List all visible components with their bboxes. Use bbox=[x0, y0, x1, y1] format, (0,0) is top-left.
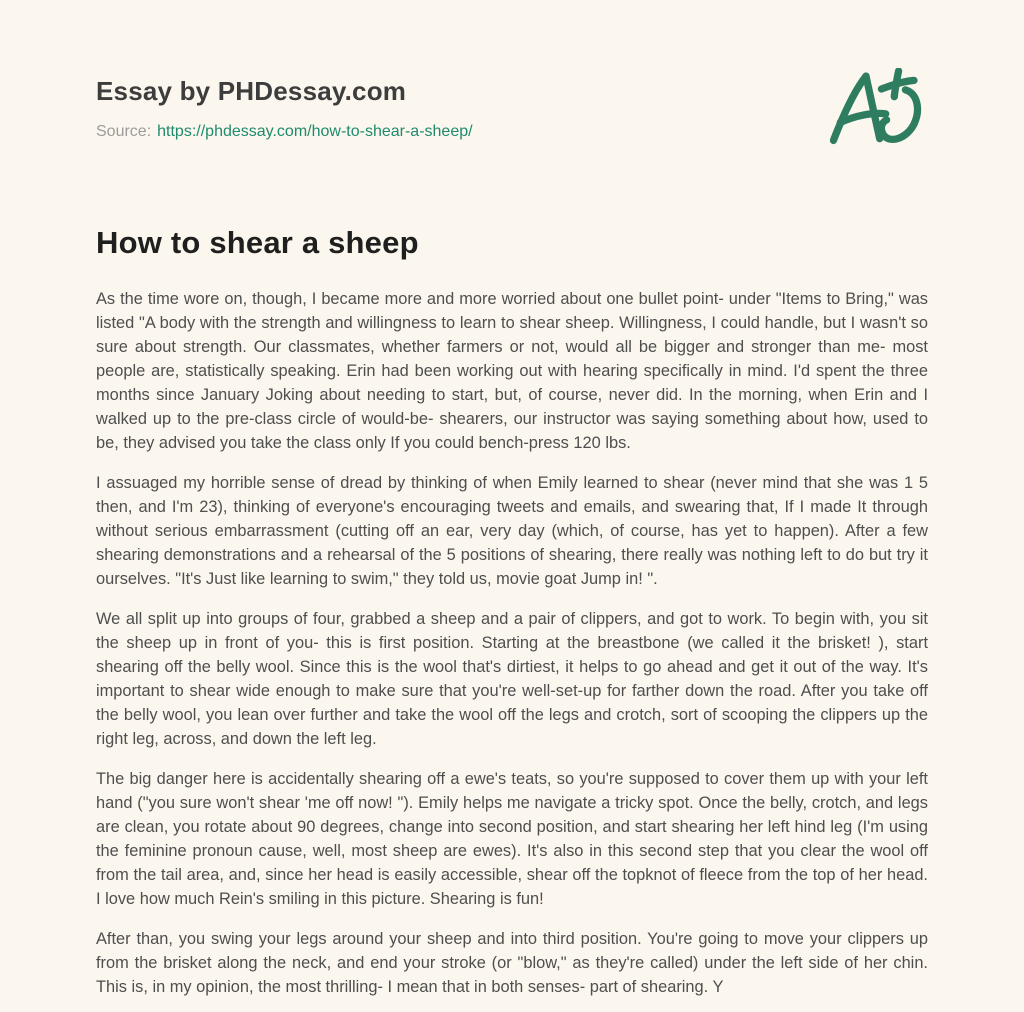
document-header bbox=[96, 72, 928, 163]
essay-body bbox=[96, 287, 928, 999]
header-text-block bbox=[96, 72, 473, 141]
essay-title: How to shear a sheep bbox=[96, 225, 419, 260]
essay-paragraph-1: As the time wore on, though, I became more and more worried about one bullet point- under "Items to Bring," was listed "A body with the strength and willingness to learn to shear sheep. Willingness, I could handle, but I wasn't so sure about strength. Our classmates, whether farmers or not, would all be bigger and stronger than me- most people are, statistically speaking. Erin had been working out with hearing specifically in mind. I'd spent the three months since January Joking about needing to start, but, of course, never did. In the morning, when Erin and I walked up to the pre-class circle of would-be- shearers, our instructor was saying something about how, used to be, they advised you take the class only If you could bench-press 120 lbs. bbox=[96, 290, 928, 452]
source-link[interactable]: https://phdessay.com/how-to-shear-a-sheep/ bbox=[157, 123, 473, 140]
essay-paragraph-3: We all split up into groups of four, grabbed a sheep and a pair of clippers, and got to work. To begin with, you sit the sheep up in front of you- this is first position. Starting at the breastbone (we called it the brisket! ), start shearing off the belly wool. Since this is the wool that's dirtiest, it helps to go ahead and get it out of the way. It's important to shear wide enough to make sure that you're well-set-up for farther down the road. After you take off the belly wool, you lean over further and take the wool off the legs and crotch, sort of scooping the clippers up the right leg, across, and down the left leg. bbox=[96, 610, 928, 748]
a-plus-logo-icon bbox=[830, 68, 926, 158]
essay-paragraph-2: I assuaged my horrible sense of dread by thinking of when Emily learned to shear (never mind that she was 1 5 then, and I'm 23), thinking of everyone's encouraging tweets and emails, and swearing that, If I made It through without serious embarrassment (cutting off an ear, very day (which, of course, has yet to happen). After a few shearing demonstrations and a rehearsal of the 5 positions of shearing, there really was nothing left to do but try it ourselves. "It's Just like learning to swim," they told us, movie goat Jump in! ". bbox=[96, 474, 928, 588]
source-label: Source: bbox=[96, 123, 152, 140]
essay-paragraph-4: The big danger here is accidentally shearing off a ewe's teats, so you're supposed to cover them up with your left hand ("you sure won't shear 'me off now! "). Emily helps me navigate a tricky spot. Once the belly, crotch, and legs are clean, you rotate about 90 degrees, change into second position, and start shearing her left hind leg (I'm using the feminine pronoun cause, well, most sheep are ewes). It's also in this second step that you clear the wool off from the tail area, and, since her head is easily accessible, shear off the topknot of fleece from the top of her head. I love how much Rein's smiling in this picture. Shearing is fun! bbox=[96, 770, 928, 908]
phdessay-aplus-logo-icon bbox=[830, 68, 926, 163]
essay-paragraph-5: After than, you swing your legs around your sheep and into third position. You're going to move your clippers up from the brisket along the neck, and end your stroke (or "blow," as they're called) under the left side of her chin. This is, in my opinion, the most thrilling- I mean that in both senses- part of shearing. Y bbox=[96, 930, 928, 996]
source-line bbox=[96, 123, 473, 141]
page-title: Essay by PHDessay.com bbox=[96, 76, 407, 106]
